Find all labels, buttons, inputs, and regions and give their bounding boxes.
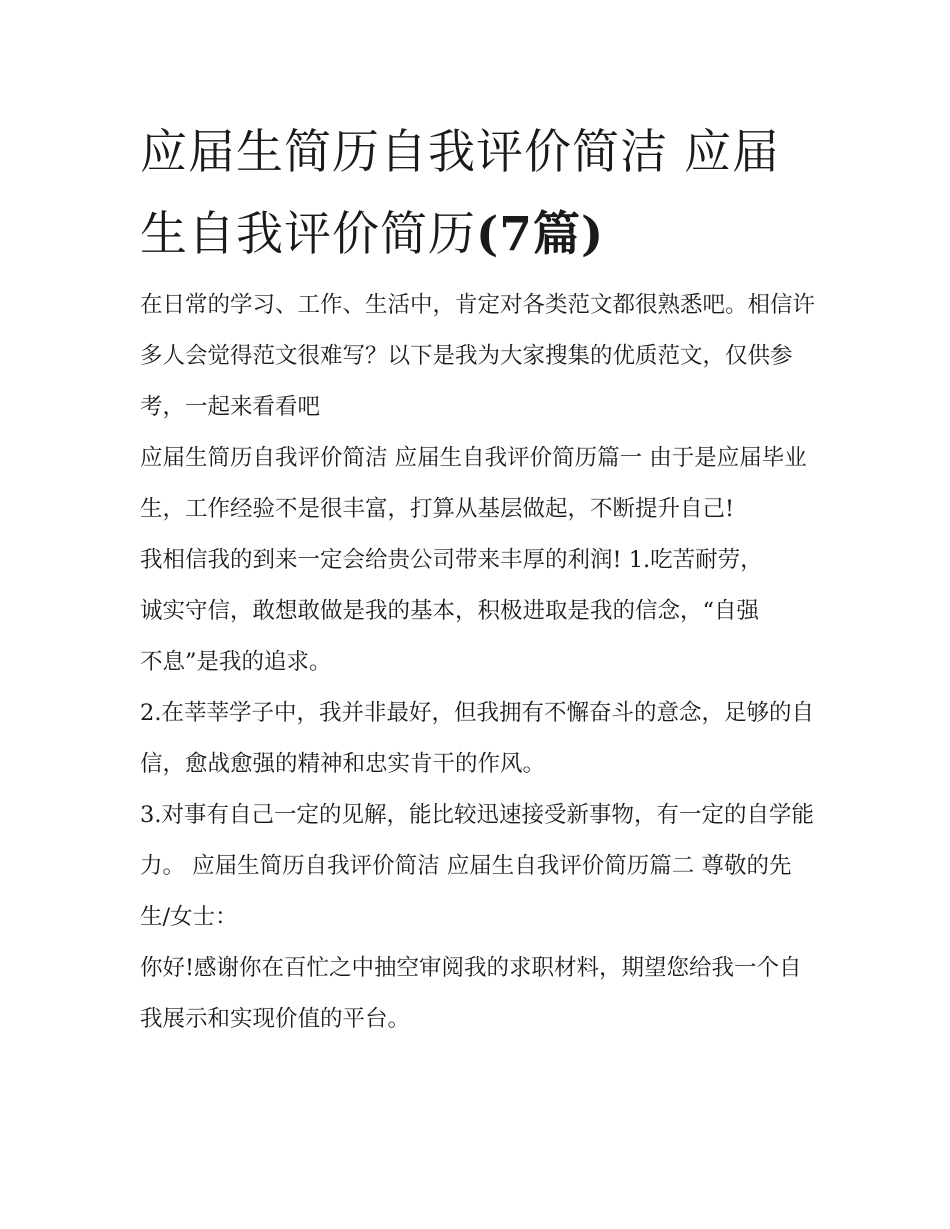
document-title	[140, 112, 815, 276]
document-title-suffix: (7篇)	[476, 207, 605, 262]
point-one-paragraph: 我相信我的到来一定会给贵公司带来丰厚的利润! 1.吃苦耐劳，诚实守信，敢想敢做是我的基本，积极进取是我的信念，“自强不息”是我的追求。	[140, 547, 763, 675]
document-page	[140, 112, 815, 1045]
point-two-paragraph: 2.在莘莘学子中，我并非最好，但我拥有不懈奋斗的意念，足够的自信，愈战愈强的精神和忠实肯干的作风。	[140, 700, 814, 777]
greeting-paragraph: 你好!感谢你在百忙之中抽空审阅我的求职材料，期望您给我一个自我展示和实现价值的平台。	[140, 955, 802, 1032]
section-one-paragraph: 应届生简历自我评价简洁 应届生自我评价简历篇一 由于是应届毕业生，工作经验不是很丰富，打算从基层做起，不断提升自己!	[140, 445, 807, 522]
document-title-main: 应届生简历自我评价简洁 应届生自我评价简历	[140, 125, 780, 262]
point-three-paragraph: 3.对事有自己一定的见解，能比较迅速接受新事物，有一定的自学能力。 应届生简历自我评价简洁 应届生自我评价简历篇二 尊敬的先生/女士：	[140, 802, 814, 930]
intro-paragraph: 在日常的学习、工作、生活中，肯定对各类范文都很熟悉吧。相信许多人会觉得范文很难写？以下是我为大家搜集的优质范文，仅供参考，一起来看看吧	[140, 292, 816, 420]
